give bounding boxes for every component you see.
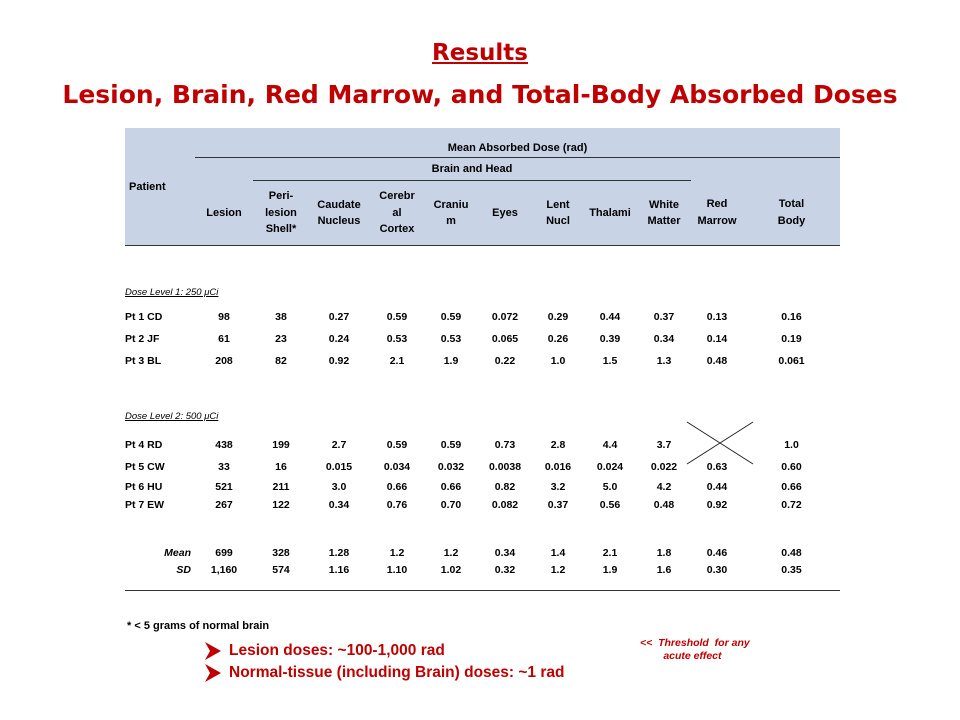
dose-cell: 0.0038	[488, 461, 522, 473]
dose-cell: 0.76	[386, 499, 408, 511]
dose-cell: 0.022	[650, 461, 678, 473]
stat-label: Mean	[164, 547, 191, 559]
dose-cell: 199	[272, 439, 290, 451]
col-marrow: Red Marrow	[691, 181, 743, 246]
dose-cell: 0.37	[653, 311, 675, 323]
dose-cell: 0.19	[781, 333, 802, 345]
dose-cell: 122	[272, 499, 290, 511]
threshold-note: << Threshold for any acute effect	[640, 637, 750, 662]
patient-id: Pt 2 JF	[125, 333, 160, 345]
dose-cell: 0.72	[781, 499, 802, 511]
dose-cell: 0.92	[706, 499, 728, 511]
dose-cell: 0.34	[328, 499, 350, 511]
dose-cell: 0.48	[781, 547, 802, 559]
col-caudate: Caudate Nucleus	[309, 181, 369, 246]
col-lent: Lent Nucl	[533, 181, 583, 246]
table-row	[125, 434, 840, 456]
dose-cell: 0.061	[778, 355, 805, 367]
dose-cell: 2.1	[602, 547, 618, 559]
dose-cell: 1.9	[443, 355, 459, 367]
patient-id: Pt 1 CD	[125, 311, 163, 323]
col-cortex: Cerebr al Cortex	[369, 181, 425, 246]
bullet-text: Lesion doses: ~100-1,000 rad	[229, 642, 445, 659]
dose-cell: 1,160	[195, 564, 253, 591]
dose-cell: 0.34	[653, 333, 675, 345]
dose-cell: 0.59	[440, 439, 462, 451]
dose-cell: 0.30	[691, 564, 743, 591]
table-row	[125, 306, 840, 328]
dose-cell: 699	[215, 547, 233, 559]
dose-cell: 0.60	[781, 461, 802, 473]
dose-cell: 0.24	[328, 333, 350, 345]
col-lesion: Lesion	[195, 181, 253, 246]
dose-cell: 98	[218, 311, 230, 323]
dose-cell: 38	[275, 311, 287, 323]
dose-cell: 0.92	[328, 355, 350, 367]
dose-cell: 1.0	[784, 439, 799, 451]
dose-cell: 267	[215, 499, 233, 511]
patient-id: Pt 4 RD	[125, 439, 163, 451]
dose-cell: 0.82	[494, 481, 516, 493]
dose-cell: 1.3	[656, 355, 672, 367]
dose-cell: 16	[275, 461, 287, 473]
dose-cell: 3.2	[550, 481, 566, 493]
dose-cell: 1.9	[583, 564, 637, 591]
dose-cell: 1.16	[309, 564, 369, 591]
dose-cell: 82	[275, 355, 287, 367]
dose-cell: 1.2	[443, 547, 459, 559]
col-patient: Patient	[125, 128, 195, 246]
arrow-bullet-icon	[205, 664, 221, 682]
dose-cell: 0.48	[653, 499, 675, 511]
dose-cell: 0.63	[706, 461, 728, 473]
dose-cell: 33	[218, 461, 230, 473]
dose-cell: 0.37	[547, 499, 569, 511]
crossed-out-cell-icon	[685, 420, 755, 466]
arrow-bullet-icon	[205, 642, 221, 660]
footnote: * < 5 grams of normal brain	[127, 620, 270, 632]
slide-title: Results	[432, 40, 528, 66]
dose-cell: 1.10	[369, 564, 425, 591]
col-white: White Matter	[637, 181, 691, 246]
dose-cell: 3.7	[656, 439, 672, 451]
dose-cell: 0.39	[599, 333, 621, 345]
dose-cell: 5.0	[602, 481, 618, 493]
col-peri: Peri- lesion Shell*	[253, 181, 309, 246]
dose-cell: 0.66	[386, 481, 408, 493]
dose-cell: 0.065	[491, 333, 519, 345]
col-cranium: Craniu m	[425, 181, 477, 246]
dose-cell: 0.034	[383, 461, 411, 473]
dose-cell: 208	[215, 355, 233, 367]
dose-cell: 1.8	[656, 547, 672, 559]
table-row	[125, 478, 840, 496]
mean-dose-header: Mean Absorbed Dose (rad)	[195, 128, 840, 158]
dose-cell: 0.73	[494, 439, 516, 451]
dose-table	[125, 128, 840, 591]
dose-cell: 1.28	[328, 547, 350, 559]
dose-cell: 0.70	[440, 499, 462, 511]
dose-cell: 1.02	[425, 564, 477, 591]
dose-cell: 0.66	[440, 481, 462, 493]
crossed-out-cell	[691, 434, 743, 456]
bullet-text: Normal-tissue (including Brain) doses: ~1 rad	[229, 664, 565, 681]
dose-cell: 0.56	[599, 499, 621, 511]
dose-cell: 1.4	[550, 547, 566, 559]
dose-cell: 1.6	[637, 564, 691, 591]
dose-cell: 0.32	[477, 564, 533, 591]
dose-cell: 0.072	[491, 311, 519, 323]
dose-cell: 4.4	[602, 439, 618, 451]
dose-cell: 0.46	[706, 547, 728, 559]
bullet-item	[205, 662, 564, 684]
dose-cell: 0.032	[437, 461, 465, 473]
patient-id: Pt 7 EW	[125, 499, 165, 511]
dose-cell: 0.48	[706, 355, 728, 367]
dose-cell: 0.34	[494, 547, 516, 559]
dose-cell: 211	[272, 481, 290, 493]
dose-cell: 0.29	[547, 311, 569, 323]
table-row	[125, 542, 840, 564]
dose-cell: 0.26	[547, 333, 569, 345]
patient-id: Pt 6 HU	[125, 481, 163, 493]
brain-head-header: Brain and Head	[253, 158, 691, 181]
dose-cell: 0.082	[491, 499, 519, 511]
dose-cell: 0.13	[706, 311, 728, 323]
table-row	[125, 564, 840, 591]
dose-cell: 61	[218, 333, 230, 345]
dose-cell: 0.16	[781, 311, 802, 323]
dose-cell: 2.8	[550, 439, 566, 451]
dose-cell: 23	[275, 333, 287, 345]
dose-cell: 1.2	[389, 547, 405, 559]
dose-cell: 0.53	[386, 333, 408, 345]
dose-cell: 0.27	[328, 311, 350, 323]
table-row	[125, 350, 840, 372]
patient-id: Pt 5 CW	[125, 461, 165, 473]
dose-cell: 0.44	[599, 311, 621, 323]
col-body: Total Body	[743, 181, 840, 246]
dose-cell: 438	[215, 439, 233, 451]
col-thalami: Thalami	[583, 181, 637, 246]
dose-cell: 0.015	[325, 461, 353, 473]
dose-cell: 0.44	[706, 481, 728, 493]
dose-cell: 1.0	[550, 355, 566, 367]
dose-cell: 2.1	[389, 355, 405, 367]
slide-subtitle: Lesion, Brain, Red Marrow, and Total-Body Absorbed Doses	[62, 80, 898, 109]
dose-cell: 328	[272, 547, 290, 559]
dose-cell: 0.024	[596, 461, 624, 473]
dose-cell: 521	[215, 481, 233, 493]
bullet-list	[205, 640, 564, 684]
stat-label: SD	[125, 564, 195, 591]
dose-cell: 0.66	[781, 481, 802, 493]
table-row	[125, 496, 840, 514]
table-row	[125, 328, 840, 350]
dose-cell: 1.5	[602, 355, 618, 367]
dose-cell: 4.2	[656, 481, 672, 493]
dose-cell: 0.35	[743, 564, 840, 591]
dose-cell: 0.14	[706, 333, 728, 345]
dose-cell: 0.59	[386, 311, 408, 323]
dose-cell: 0.59	[440, 311, 462, 323]
col-eyes: Eyes	[477, 181, 533, 246]
dose-cell: 2.7	[331, 439, 347, 451]
dose-cell: 0.016	[544, 461, 572, 473]
bullet-item	[205, 640, 564, 662]
dose-cell: 1.2	[533, 564, 583, 591]
patient-id: Pt 3 BL	[125, 355, 162, 367]
dose-cell: 0.53	[440, 333, 462, 345]
dose-cell: 0.59	[386, 439, 408, 451]
dose-level-label: Dose Level 1: 250 μCi	[125, 286, 219, 298]
dose-cell: 3.0	[331, 481, 347, 493]
dose-cell: 574	[253, 564, 309, 591]
dose-level-label: Dose Level 2: 500 μCi	[125, 410, 219, 422]
dose-cell: 0.22	[494, 355, 516, 367]
